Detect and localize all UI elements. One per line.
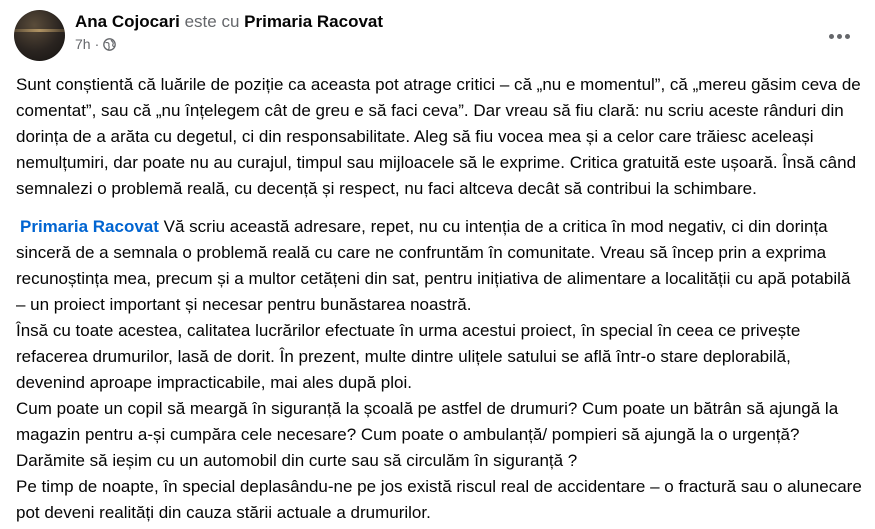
post-meta <box>75 12 383 53</box>
author-avatar[interactable] <box>14 10 65 61</box>
post-paragraph-2 <box>16 214 862 526</box>
paragraph-2-line: Pe timp de noapte, în special deplasându-ne pe jos există riscul real de accidentare – o fractură sau o alunecare pot deveni realități din cauza stării actuale a drumurilor. <box>16 477 862 522</box>
paragraph-2-line: Vă scriu această adresare, repet, nu cu intenția de a critica în mod negativ, ci din dorința sinceră de a semnala o problemă reală cu care ne confruntăm în comunitate. Vreau să încep prin a exprima recunoștința mea, precum și a multor cetățeni din sat, pentru inițiativa de alimentare a localității cu apă potabilă – un proiect important și necesar pentru bunăstarea noastră. <box>16 217 851 314</box>
paragraph-2-line: Însă cu toate acestea, calitatea lucrărilor efectuate în urma acestui proiect, în special în ceea ce privește refacerea drumurilor, lasă de dorit. În prezent, multe dintre ulițele satului se află într-o stare deplorabilă, devenind aproape impracticabile, mai ales după ploi. <box>16 321 801 392</box>
post-timestamp[interactable]: 7h <box>75 36 91 52</box>
post-body <box>16 72 862 526</box>
timestamp-separator: · <box>94 36 100 52</box>
author-name-link[interactable]: Ana Cojocari <box>75 12 180 31</box>
more-options-button[interactable] <box>821 18 857 54</box>
post-subline <box>75 35 383 53</box>
more-horizontal-icon <box>829 34 850 39</box>
paragraph-2-line: Cum poate un copil să meargă în siguranță la școală pe astfel de drumuri? Cum poate un bătrân să ajungă la magazin pentru a-și cumpăra cele necesare? Cum poate o ambulanță/ pompieri să ajungă la o urgență? Darămite să ieșim cu un automobil din curte sau să circulăm în siguranță ? <box>16 399 839 470</box>
globe-icon[interactable] <box>103 38 116 51</box>
post-header <box>14 8 861 60</box>
post-paragraph-1: Sunt conștientă că luările de poziție ca aceasta pot atrage critici – că „nu e momentul”, că „mereu găsim ceva de comentat”, sau că „nu înțelegem cât de greu e să faci ceva”. Dar vreau să fiu clară: nu scriu aceste rânduri din dorința de a arăta cu degetul, ci din responsabilitate. Aleg să fiu vocea mea și a celor care trăiesc aceleași nemulțumiri, dar poate nu au curajul, timpul sau mijloacele să le exprime. Critica gratuită este ușoară. Însă când semnalezi o problemă reală, cu decență și respect, nu faci altceva decât să contribui la schimbare. <box>16 75 861 198</box>
with-text: este cu <box>184 12 240 31</box>
mention-link[interactable]: Primaria Racovat <box>20 217 159 236</box>
post-title-line <box>75 12 383 32</box>
tagged-page-link[interactable]: Primaria Racovat <box>244 12 384 31</box>
